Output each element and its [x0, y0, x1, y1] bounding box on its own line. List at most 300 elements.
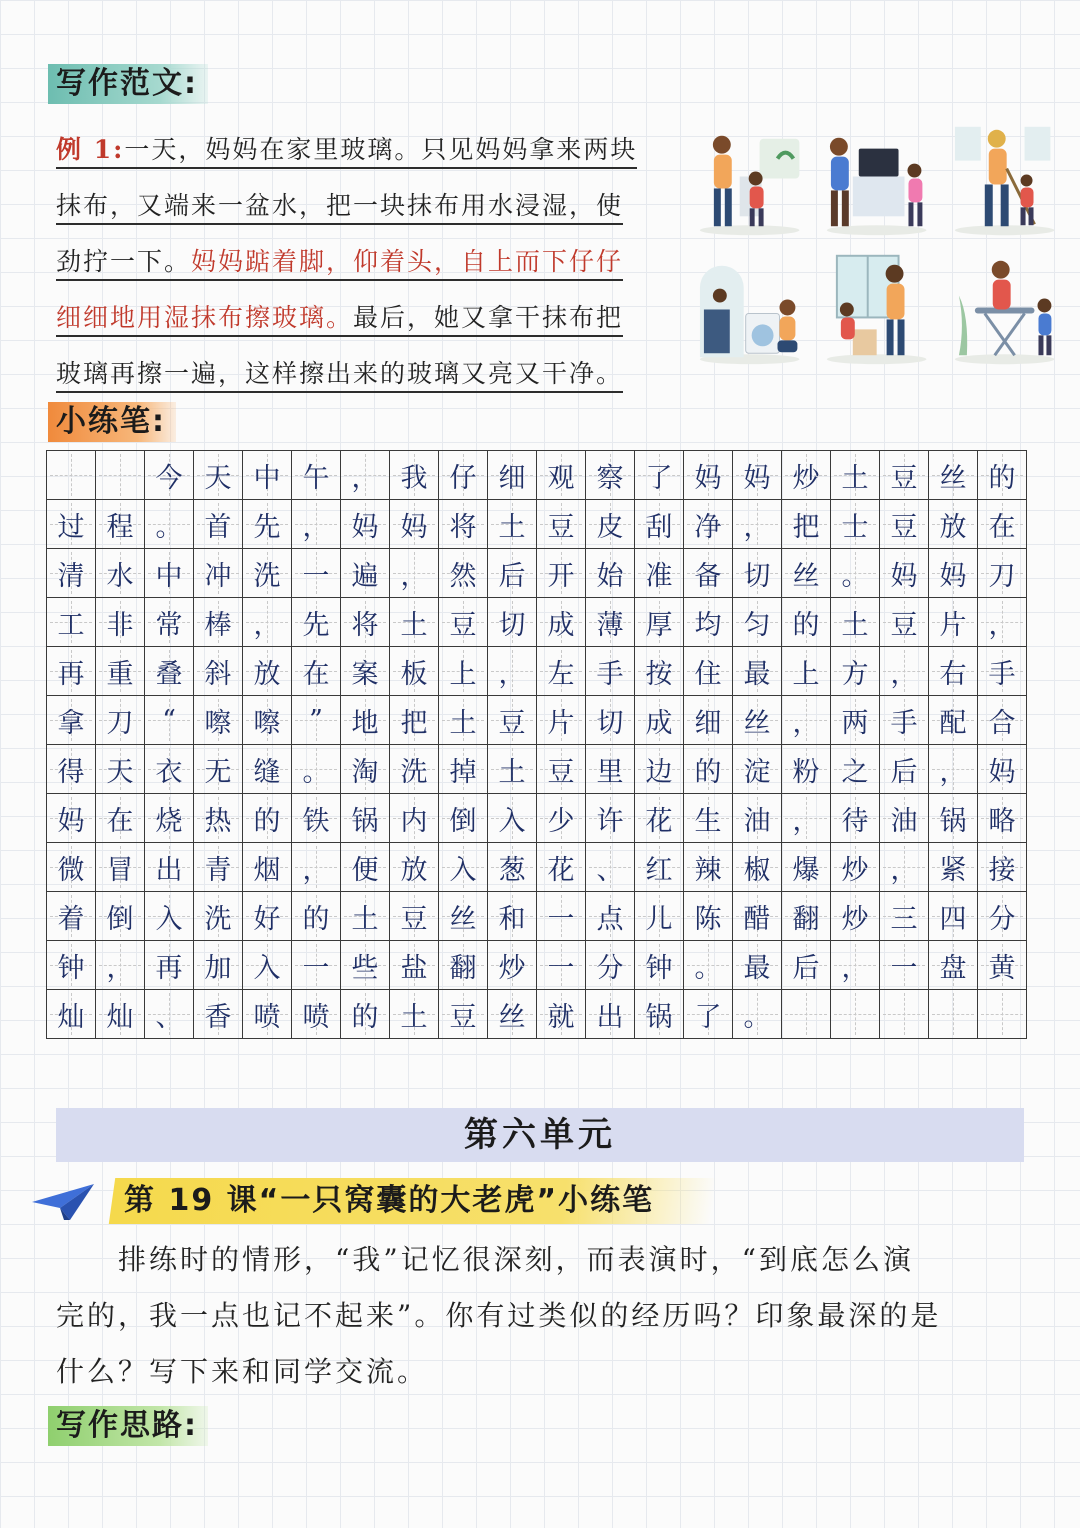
- grid-cell: [880, 500, 929, 549]
- grid-cell: [929, 500, 978, 549]
- example-line-4: 最后，她又拿干抹布把: [353, 303, 624, 332]
- grid-cell: [47, 745, 96, 794]
- grid-char: 手: [596, 658, 624, 690]
- grid-row: [47, 500, 1027, 549]
- prompt-line-2: 完的，我一点也记不起来”。你有过类似的经历吗？印象最深的是: [56, 1299, 942, 1332]
- grid-char: 开: [547, 560, 575, 592]
- grid-char: ，: [302, 854, 330, 886]
- grid-row: [47, 696, 1027, 745]
- grid-cell: [684, 451, 733, 500]
- grid-cell: [978, 598, 1027, 647]
- grid-char: 后: [498, 560, 526, 592]
- grid-cell: [684, 745, 733, 794]
- grid-cell: [243, 549, 292, 598]
- grid-cell: [488, 647, 537, 696]
- grid-cell: [929, 598, 978, 647]
- grid-char: ，: [400, 560, 428, 592]
- grid-cell: [586, 549, 635, 598]
- grid-cell: [929, 892, 978, 941]
- grid-cell: [635, 500, 684, 549]
- grid-cell: [439, 941, 488, 990]
- grid-cell: [145, 843, 194, 892]
- grid-cell: [733, 745, 782, 794]
- grid-cell: [243, 745, 292, 794]
- prompt-line-1: 排练时的情形，“我”记忆很深刻，而表演时，“到底怎么演: [56, 1243, 914, 1276]
- grid-char: 工: [57, 609, 85, 641]
- grid-char: 始: [596, 560, 624, 592]
- grid-char: 丝: [792, 560, 820, 592]
- grid-cell: [47, 451, 96, 500]
- grid-row: [47, 990, 1027, 1039]
- grid-char: 粉: [792, 756, 820, 788]
- grid-char: 紧: [939, 854, 967, 886]
- grid-cell: [782, 745, 831, 794]
- grid-cell: [782, 500, 831, 549]
- grid-cell: [733, 843, 782, 892]
- grid-cell: [537, 990, 586, 1039]
- lesson-title: [109, 1178, 718, 1224]
- grid-cell: [194, 549, 243, 598]
- example-line-5: 玻璃再擦一遍，这样擦出来的玻璃又亮又干净。: [56, 359, 623, 393]
- grid-char: 丝: [449, 903, 477, 935]
- grid-cell: [47, 794, 96, 843]
- grid-cell: [586, 941, 635, 990]
- grid-cell: [782, 451, 831, 500]
- grid-cell: [733, 451, 782, 500]
- illustration-laundry: [690, 247, 809, 368]
- grid-cell: [831, 696, 880, 745]
- grid-cell: [341, 598, 390, 647]
- grid-cell: [96, 990, 145, 1039]
- grid-cell: [831, 843, 880, 892]
- grid-cell: [390, 598, 439, 647]
- grid-char: 黄: [988, 952, 1016, 984]
- grid-char: 放: [939, 511, 967, 543]
- grid-cell: [880, 843, 929, 892]
- grid-char: 入: [498, 805, 526, 837]
- grid-cell: [929, 794, 978, 843]
- paper-plane-icon: [30, 1180, 96, 1224]
- grid-char: 淘: [351, 756, 379, 788]
- grid-char: 棒: [204, 609, 232, 641]
- grid-char: 锅: [645, 1001, 673, 1033]
- grid-cell: [145, 892, 194, 941]
- grid-char: 细: [498, 462, 526, 494]
- example-line-1: 一天，妈妈在家里玻璃。只见妈妈拿来两块: [124, 135, 638, 164]
- grid-cell: [47, 696, 96, 745]
- grid-cell: [684, 990, 733, 1039]
- grid-cell: [782, 549, 831, 598]
- grid-cell: [96, 941, 145, 990]
- grid-char: ，: [890, 854, 918, 886]
- grid-cell: [537, 794, 586, 843]
- grid-cell: [488, 598, 537, 647]
- grid-char: 陈: [694, 903, 722, 935]
- grid-cell: [684, 647, 733, 696]
- grid-cell: [733, 941, 782, 990]
- grid-char: ，: [841, 952, 869, 984]
- grid-char: 豆: [547, 511, 575, 543]
- grid-cell: [880, 598, 929, 647]
- grid-char: 上: [449, 658, 477, 690]
- grid-char: 着: [57, 903, 85, 935]
- grid-char: 午: [302, 462, 330, 494]
- grid-cell: [978, 941, 1027, 990]
- grid-char: 然: [449, 560, 477, 592]
- grid-char: 妈: [939, 560, 967, 592]
- grid-cell: [929, 451, 978, 500]
- grid-cell: [390, 941, 439, 990]
- grid-cell: [635, 794, 684, 843]
- grid-row: [47, 941, 1027, 990]
- grid-char: 方: [841, 658, 869, 690]
- grid-char: 。: [743, 1001, 771, 1033]
- grid-cell: [194, 598, 243, 647]
- grid-char: 重: [106, 658, 134, 690]
- grid-cell: [243, 892, 292, 941]
- grid-cell: [439, 745, 488, 794]
- grid-char: 便: [351, 854, 379, 886]
- grid-cell: [929, 990, 978, 1039]
- grid-char: 点: [596, 903, 624, 935]
- example-line-4-highlight: 细细地用湿抹布擦玻璃。: [56, 303, 354, 332]
- grid-char: 右: [939, 658, 967, 690]
- grid-char: 将: [351, 609, 379, 641]
- grid-cell: [782, 941, 831, 990]
- grid-cell: [292, 990, 341, 1039]
- grid-cell: [341, 696, 390, 745]
- grid-char: 淀: [743, 756, 771, 788]
- grid-char: 豆: [400, 903, 428, 935]
- grid-char: 豆: [890, 462, 918, 494]
- grid-char: 遍: [351, 560, 379, 592]
- grid-cell: [929, 647, 978, 696]
- grid-char: 青: [204, 854, 232, 886]
- grid-cell: [831, 598, 880, 647]
- grid-cell: [341, 843, 390, 892]
- grid-cell: [684, 941, 733, 990]
- grid-char: 薄: [596, 609, 624, 641]
- grid-char: 先: [253, 511, 281, 543]
- grid-char: 、: [596, 854, 624, 886]
- grid-char: 土: [400, 1001, 428, 1033]
- grid-char: 分: [988, 903, 1016, 935]
- grid-char: 后: [890, 756, 918, 788]
- grid-cell: [880, 549, 929, 598]
- grid-cell: [978, 843, 1027, 892]
- grid-char: 放: [253, 658, 281, 690]
- grid-cell: [880, 990, 929, 1039]
- grid-row: [47, 647, 1027, 696]
- grid-cell: [439, 451, 488, 500]
- grid-char: ”: [309, 704, 323, 736]
- grid-cell: [96, 892, 145, 941]
- grid-char: 厚: [645, 609, 673, 641]
- grid-char: ，: [792, 805, 820, 837]
- grid-cell: [390, 549, 439, 598]
- grid-char: ，: [939, 756, 967, 788]
- grid-char: 炒: [498, 952, 526, 984]
- grid-cell: [586, 990, 635, 1039]
- grid-cell: [684, 843, 733, 892]
- grid-char: 灿: [106, 1001, 134, 1033]
- grid-cell: [145, 647, 194, 696]
- grid-cell: [537, 941, 586, 990]
- grid-cell: [47, 549, 96, 598]
- grid-char: 翻: [449, 952, 477, 984]
- chores-illustration: [690, 118, 1064, 368]
- grid-cell: [96, 745, 145, 794]
- grid-char: 入: [449, 854, 477, 886]
- grid-char: 清: [57, 560, 85, 592]
- grid-cell: [831, 794, 880, 843]
- grid-cell: [733, 794, 782, 843]
- grid-char: 少: [547, 805, 575, 837]
- grid-cell: [341, 647, 390, 696]
- grid-cell: [243, 598, 292, 647]
- grid-cell: [47, 647, 96, 696]
- grid-char: 的: [302, 903, 330, 935]
- grid-char: 丝: [498, 1001, 526, 1033]
- grid-char: 净: [694, 511, 722, 543]
- grid-char: 住: [694, 658, 722, 690]
- grid-cell: [488, 892, 537, 941]
- grid-char: 皮: [596, 511, 624, 543]
- grid-cell: [194, 696, 243, 745]
- grid-cell: [831, 941, 880, 990]
- grid-cell: [831, 549, 880, 598]
- grid-char: 上: [792, 658, 820, 690]
- grid-cell: [96, 794, 145, 843]
- grid-char: 之: [841, 756, 869, 788]
- grid-char: 把: [400, 707, 428, 739]
- grid-cell: [390, 794, 439, 843]
- grid-char: 烧: [155, 805, 183, 837]
- grid-char: 冲: [204, 560, 232, 592]
- illustration-watering-plants: [690, 118, 809, 239]
- grid-cell: [831, 990, 880, 1039]
- grid-cell: [439, 990, 488, 1039]
- grid-cell: [978, 549, 1027, 598]
- grid-char: 加: [204, 952, 232, 984]
- grid-cell: [537, 500, 586, 549]
- grid-char: ，: [988, 609, 1016, 641]
- grid-char: 切: [596, 707, 624, 739]
- grid-cell: [439, 647, 488, 696]
- grid-cell: [194, 647, 243, 696]
- grid-char: 钟: [57, 952, 85, 984]
- grid-cell: [194, 990, 243, 1039]
- grid-cell: [537, 549, 586, 598]
- grid-cell: [978, 696, 1027, 745]
- grid-cell: [586, 892, 635, 941]
- prompt-line-3: 什么？写下来和同学交流。: [56, 1355, 429, 1388]
- grid-cell: [635, 696, 684, 745]
- grid-cell: [978, 745, 1027, 794]
- grid-cell: [243, 647, 292, 696]
- grid-char: 豆: [547, 756, 575, 788]
- grid-cell: [635, 598, 684, 647]
- grid-char: 喷: [302, 1001, 330, 1033]
- grid-char: 了: [645, 462, 673, 494]
- grid-cell: [733, 892, 782, 941]
- grid-cell: [782, 794, 831, 843]
- grid-char: ，: [106, 952, 134, 984]
- grid-cell: [292, 892, 341, 941]
- grid-cell: [341, 892, 390, 941]
- grid-cell: [635, 892, 684, 941]
- grid-cell: [635, 941, 684, 990]
- grid-char: 炒: [792, 462, 820, 494]
- grid-cell: [390, 500, 439, 549]
- grid-cell: [684, 892, 733, 941]
- grid-char: 最: [743, 952, 771, 984]
- grid-cell: [96, 451, 145, 500]
- grid-char: ，: [302, 511, 330, 543]
- grid-char: 斜: [204, 658, 232, 690]
- grid-cell: [880, 451, 929, 500]
- grid-cell: [831, 451, 880, 500]
- grid-char: 油: [890, 805, 918, 837]
- grid-cell: [684, 549, 733, 598]
- grid-char: 天: [204, 462, 232, 494]
- grid-cell: [292, 843, 341, 892]
- grid-cell: [635, 990, 684, 1039]
- grid-cell: [145, 941, 194, 990]
- grid-char: 合: [988, 707, 1016, 739]
- grid-char: 生: [694, 805, 722, 837]
- grid-cell: [145, 500, 194, 549]
- grid-cell: [978, 892, 1027, 941]
- grid-char: 略: [988, 805, 1016, 837]
- grid-char: 衣: [155, 756, 183, 788]
- illustration-window-washing: [817, 247, 936, 368]
- grid-char: 再: [57, 658, 85, 690]
- grid-char: 在: [302, 658, 330, 690]
- grid-char: 手: [890, 707, 918, 739]
- grid-cell: [194, 794, 243, 843]
- grid-char: 爆: [792, 854, 820, 886]
- grid-char: 中: [155, 560, 183, 592]
- grid-char: 无: [204, 756, 232, 788]
- grid-char: 土: [449, 707, 477, 739]
- grid-cell: [880, 696, 929, 745]
- grid-char: 土: [400, 609, 428, 641]
- grid-char: 切: [743, 560, 771, 592]
- grid-char: ，: [743, 511, 771, 543]
- grid-char: 豆: [449, 609, 477, 641]
- grid-char: 细: [694, 707, 722, 739]
- grid-char: 最: [743, 658, 771, 690]
- grid-char: 许: [596, 805, 624, 837]
- grid-cell: [733, 549, 782, 598]
- lesson-prompt: [56, 1232, 1026, 1400]
- grid-char: 豆: [890, 609, 918, 641]
- grid-cell: [537, 843, 586, 892]
- grid-char: 辣: [694, 854, 722, 886]
- grid-char: 嚓: [253, 707, 281, 739]
- grid-char: 炒: [841, 854, 869, 886]
- grid-char: 的: [792, 609, 820, 641]
- grid-char: 我: [400, 462, 428, 494]
- grid-char: 妈: [988, 756, 1016, 788]
- grid-cell: [439, 794, 488, 843]
- grid-cell: [96, 549, 145, 598]
- grid-cell: [47, 941, 96, 990]
- grid-cell: [880, 794, 929, 843]
- grid-cell: [145, 451, 194, 500]
- grid-cell: [390, 892, 439, 941]
- grid-cell: [782, 696, 831, 745]
- grid-cell: [488, 843, 537, 892]
- grid-char: 拿: [57, 707, 85, 739]
- grid-char: 板: [400, 658, 428, 690]
- grid-char: 掉: [449, 756, 477, 788]
- grid-char: 成: [645, 707, 673, 739]
- grid-char: 士: [841, 511, 869, 543]
- grid-char: 的: [988, 462, 1016, 494]
- grid-cell: [390, 451, 439, 500]
- grid-cell: [537, 696, 586, 745]
- grid-cell: [733, 647, 782, 696]
- grid-cell: [390, 696, 439, 745]
- grid-cell: [439, 549, 488, 598]
- grid-char: 香: [204, 1001, 232, 1033]
- grid-char: 葱: [498, 854, 526, 886]
- grid-cell: [831, 745, 880, 794]
- grid-cell: [733, 696, 782, 745]
- grid-char: 妈: [351, 511, 379, 543]
- grid-char: 出: [596, 1001, 624, 1033]
- example-line-3-highlight: 妈妈踮着脚，仰着头，自上而下仔仔: [191, 247, 624, 276]
- grid-cell: [96, 843, 145, 892]
- grid-cell: [341, 500, 390, 549]
- grid-cell: [635, 451, 684, 500]
- grid-cell: [684, 794, 733, 843]
- grid-char: 烟: [253, 854, 281, 886]
- grid-cell: [537, 647, 586, 696]
- grid-char: 丝: [743, 707, 771, 739]
- grid-char: 出: [155, 854, 183, 886]
- grid-cell: [145, 696, 194, 745]
- grid-cell: [341, 549, 390, 598]
- grid-char: 一: [302, 560, 330, 592]
- grid-char: 均: [694, 609, 722, 641]
- grid-cell: [341, 745, 390, 794]
- grid-char: 再: [155, 952, 183, 984]
- grid-char: 丝: [939, 462, 967, 494]
- grid-char: 椒: [743, 854, 771, 886]
- grid-cell: [243, 941, 292, 990]
- grid-row: [47, 892, 1027, 941]
- grid-char: 放: [400, 854, 428, 886]
- grid-cell: [47, 892, 96, 941]
- grid-cell: [145, 598, 194, 647]
- grid-char: 喷: [253, 1001, 281, 1033]
- grid-cell: [390, 843, 439, 892]
- grid-char: 仔: [449, 462, 477, 494]
- grid-cell: [586, 794, 635, 843]
- grid-char: 中: [253, 462, 281, 494]
- grid-char: 土: [498, 511, 526, 543]
- grid-cell: [733, 500, 782, 549]
- grid-cell: [47, 843, 96, 892]
- grid-row: [47, 794, 1027, 843]
- grid-char: 盘: [939, 952, 967, 984]
- writing-sample-label: 写作范文:: [48, 64, 208, 104]
- grid-cell: [390, 990, 439, 1039]
- grid-cell: [488, 745, 537, 794]
